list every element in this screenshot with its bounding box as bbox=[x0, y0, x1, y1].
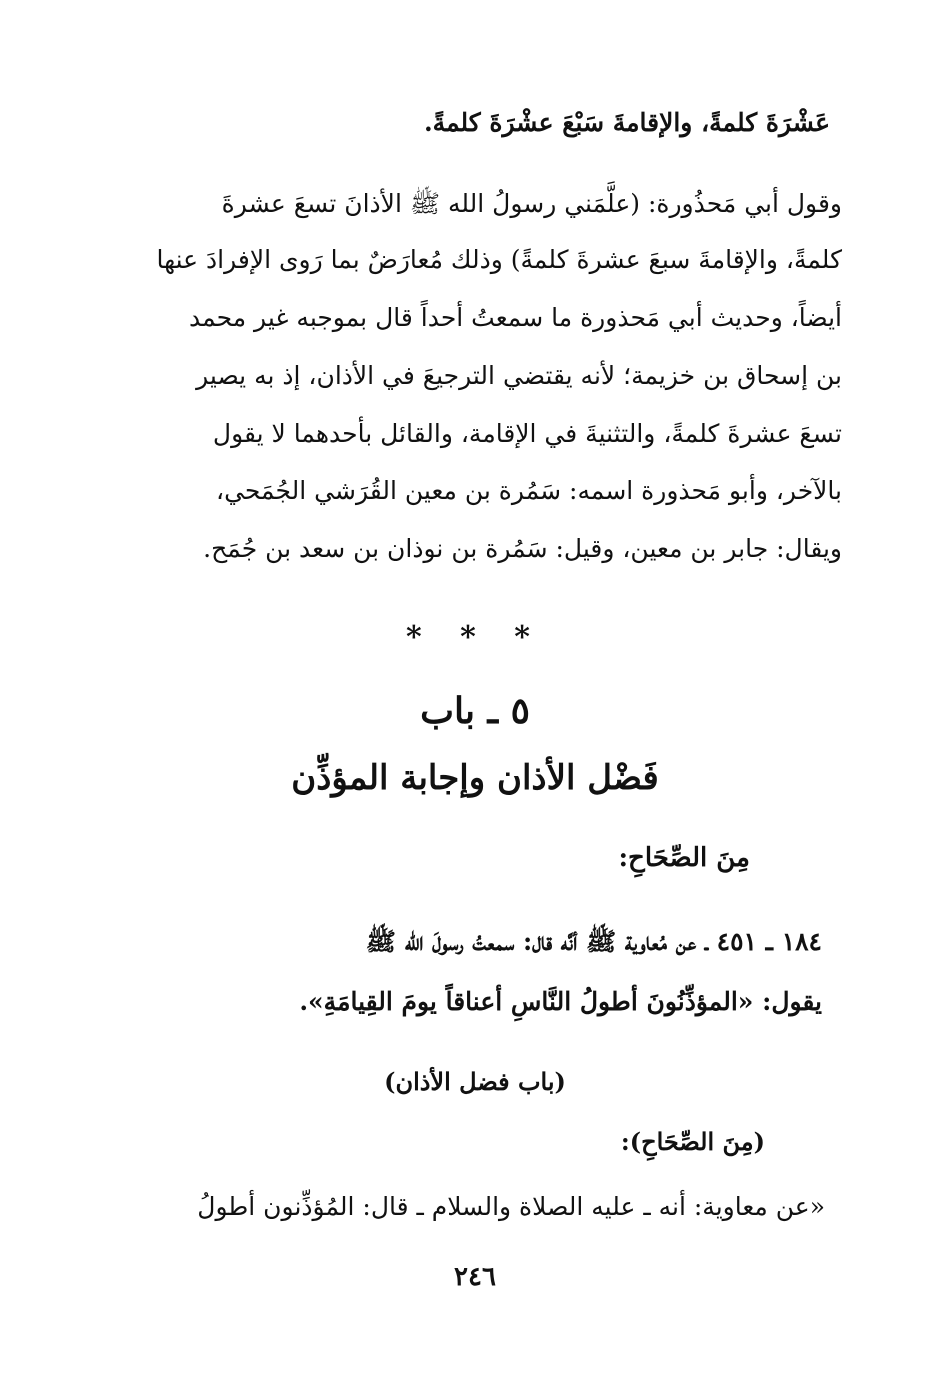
text-line: ويقال: جابر بن معين، وقيل: سَمُرة بن نوذان بن سعد بن جُمَح. bbox=[203, 534, 842, 563]
text-line: بالآخر، وأبو مَحذورة اسمه: سَمُرة بن معين القُرَشي الجُمَحي، bbox=[216, 476, 842, 505]
text-line: بن إسحاق بن خزيمة؛ لأنه يقتضي الترجيعَ في الأذان، إذ به يصير bbox=[196, 361, 842, 390]
text-line: عَشْرَةَ كلمةً، والإقامةَ سَبْعَ عشْرَةَ كلمةً. bbox=[423, 108, 830, 137]
section-separator: * * * bbox=[406, 620, 544, 655]
chapter-title: فَضْل الأذان وإجابة المؤذِّن bbox=[291, 758, 659, 798]
text-line: كلمةً، والإقامةَ سبعَ عشرةَ كلمةً) وذلك مُعارَضٌ بما رَوى الإفرادَ عنها bbox=[156, 245, 842, 274]
text-line: يقول: «المؤذِّنُونَ أطولُ النَّاسِ أعناقاً يومَ القِيامَةِ». bbox=[299, 987, 822, 1016]
text-line: «عن معاوية: أنه ـ عليه الصلاة والسلام ـ قال: المُؤذِّنون أطولُ bbox=[197, 1192, 825, 1221]
commentary-heading: (باب فضل الأذان) bbox=[384, 1067, 566, 1096]
text-line: أيضاً، وحديث أبي مَحذورة ما سمعتُ أحداً قال بموجبه غير محمد bbox=[189, 303, 842, 332]
section-label: مِنَ الصِّحَاحِ: bbox=[618, 843, 750, 873]
page-number: ٢٤٦ bbox=[454, 1262, 496, 1292]
commentary-paragraph bbox=[107, 182, 842, 572]
chapter-number: ٥ ـ باب bbox=[420, 690, 530, 732]
commentary-section-label: (مِنَ الصِّحَاحِ): bbox=[620, 1127, 765, 1156]
text-line: وقول أبي مَحذُورة: (علَّمَني رسولُ الله ﷺ الأذانَ تسعَ عشرةَ bbox=[221, 189, 842, 218]
text-line: تسعَ عشرةَ كلمةً، والتثنيةَ في الإقامة، والقائل بأحدهما لا يقول bbox=[212, 419, 842, 448]
hadith-text bbox=[122, 920, 822, 1030]
text-line: ١٨٤ ـ ٤٥١ ـ عن مُعاوية ﷺ أنَّه قال: سمعتُ رسولَ الله ﷺ bbox=[365, 927, 822, 956]
